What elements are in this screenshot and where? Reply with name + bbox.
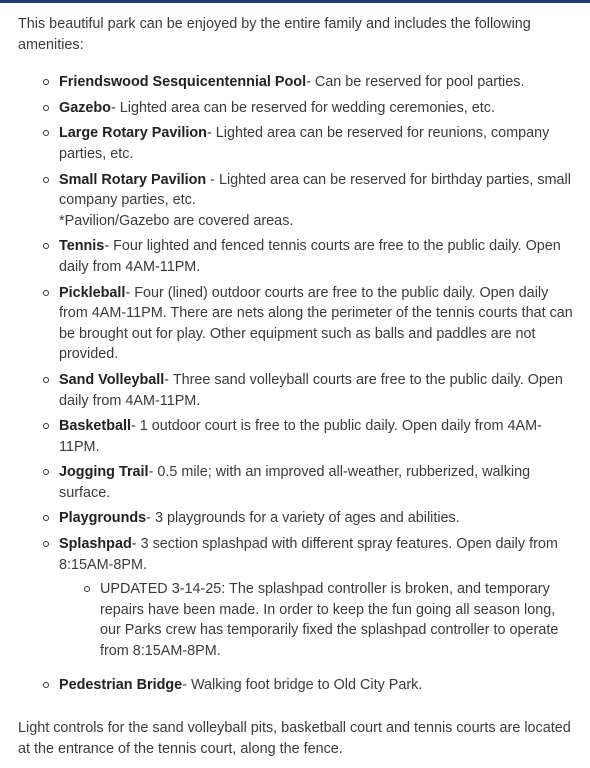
amenity-splashpad [59, 534, 578, 662]
intro-paragraph: This beautiful park can be enjoyed by the entire family and includes the following amenities: [18, 16, 531, 53]
amenity-name: Pedestrian Bridge [59, 676, 183, 693]
amenity-description: - Lighted area can be reserved for reunions, company parties, etc. [59, 125, 550, 162]
amenities-list [18, 72, 578, 695]
splashpad-update-list [59, 579, 578, 661]
amenity-description: - Lighted area can be reserved for wedding ceremonies, etc. [110, 99, 495, 116]
amenity-large-rotary-pavilion [59, 123, 578, 164]
amenity-description: - Four (lined) outdoor courts are free to the public daily. Open daily from 4AM-11PM. There are nets along the perimeter of the tennis courts that can be brought out for play. Other equipment such as balls and paddles are not provided. [59, 284, 573, 363]
amenity-basketball [59, 416, 578, 457]
amenity-name: Tennis [59, 238, 105, 255]
amenity-description: - Three sand volleyball courts are free to the public daily. Open daily from 4AM-11PM. [59, 371, 563, 409]
amenity-description: - Lighted area can be reserved for birthday parties, small company parties, etc. [59, 171, 571, 209]
amenity-name: Pickleball [59, 284, 126, 301]
light-controls-paragraph: Light controls for the sand volleyball pits, basketball court and tennis courts are located at the entrance of the tennis court, along the fence. [18, 720, 571, 757]
amenity-description: - 3 playgrounds for a variety of ages and abilities. [146, 510, 460, 527]
amenity-name: Gazebo [59, 99, 111, 116]
top-accent-bar [0, 0, 590, 3]
amenity-jogging-trail [59, 462, 578, 503]
amenity-note: *Pavilion/Gazebo are covered areas. [59, 212, 294, 229]
amenity-description: - 1 outdoor court is free to the public daily. Open daily from 4AM-11PM. [59, 418, 542, 455]
amenity-name: Sand Volleyball [59, 371, 165, 388]
amenity-name: Large Rotary Pavilion [59, 125, 207, 142]
amenity-name: Small Rotary Pavilion [59, 171, 211, 188]
amenity-gazebo [59, 98, 578, 119]
amenity-pedestrian-bridge [59, 675, 578, 696]
amenities-content [18, 14, 578, 759]
amenity-description: - 0.5 mile; with an improved all-weather, rubberized, walking surface. [59, 464, 531, 501]
amenity-name: Basketball [59, 418, 131, 435]
amenity-description: - Four lighted and fenced tennis courts are free to the public daily. Open daily from 4AM-11PM. [59, 238, 561, 275]
amenity-description: - Can be reserved for pool parties. [306, 74, 525, 91]
amenity-description: - Walking foot bridge to Old City Park. [182, 676, 423, 693]
amenity-pickleball [59, 283, 578, 365]
amenity-sand-volleyball [59, 370, 578, 411]
amenity-pool [59, 72, 578, 93]
amenity-name: Playgrounds [59, 510, 147, 527]
amenity-description: - 3 section splashpad with different spray features. Open daily from 8:15AM-8PM. [59, 536, 558, 573]
amenity-small-rotary-pavilion [59, 170, 578, 232]
amenity-name: Friendswood Sesquicentennial Pool [59, 74, 307, 91]
amenity-name: Jogging Trail [59, 464, 149, 481]
amenity-name: Splashpad [59, 536, 132, 553]
splashpad-update-notice: UPDATED 3-14-25: The splashpad controller is broken, and temporary repairs have been made. In order to keep the fun going all season long, our Parks crew has temporarily fixed the splashpad controller to operate from 8:15AM-8PM. [100, 579, 578, 661]
amenity-tennis [59, 236, 578, 277]
amenity-playgrounds [59, 508, 578, 529]
